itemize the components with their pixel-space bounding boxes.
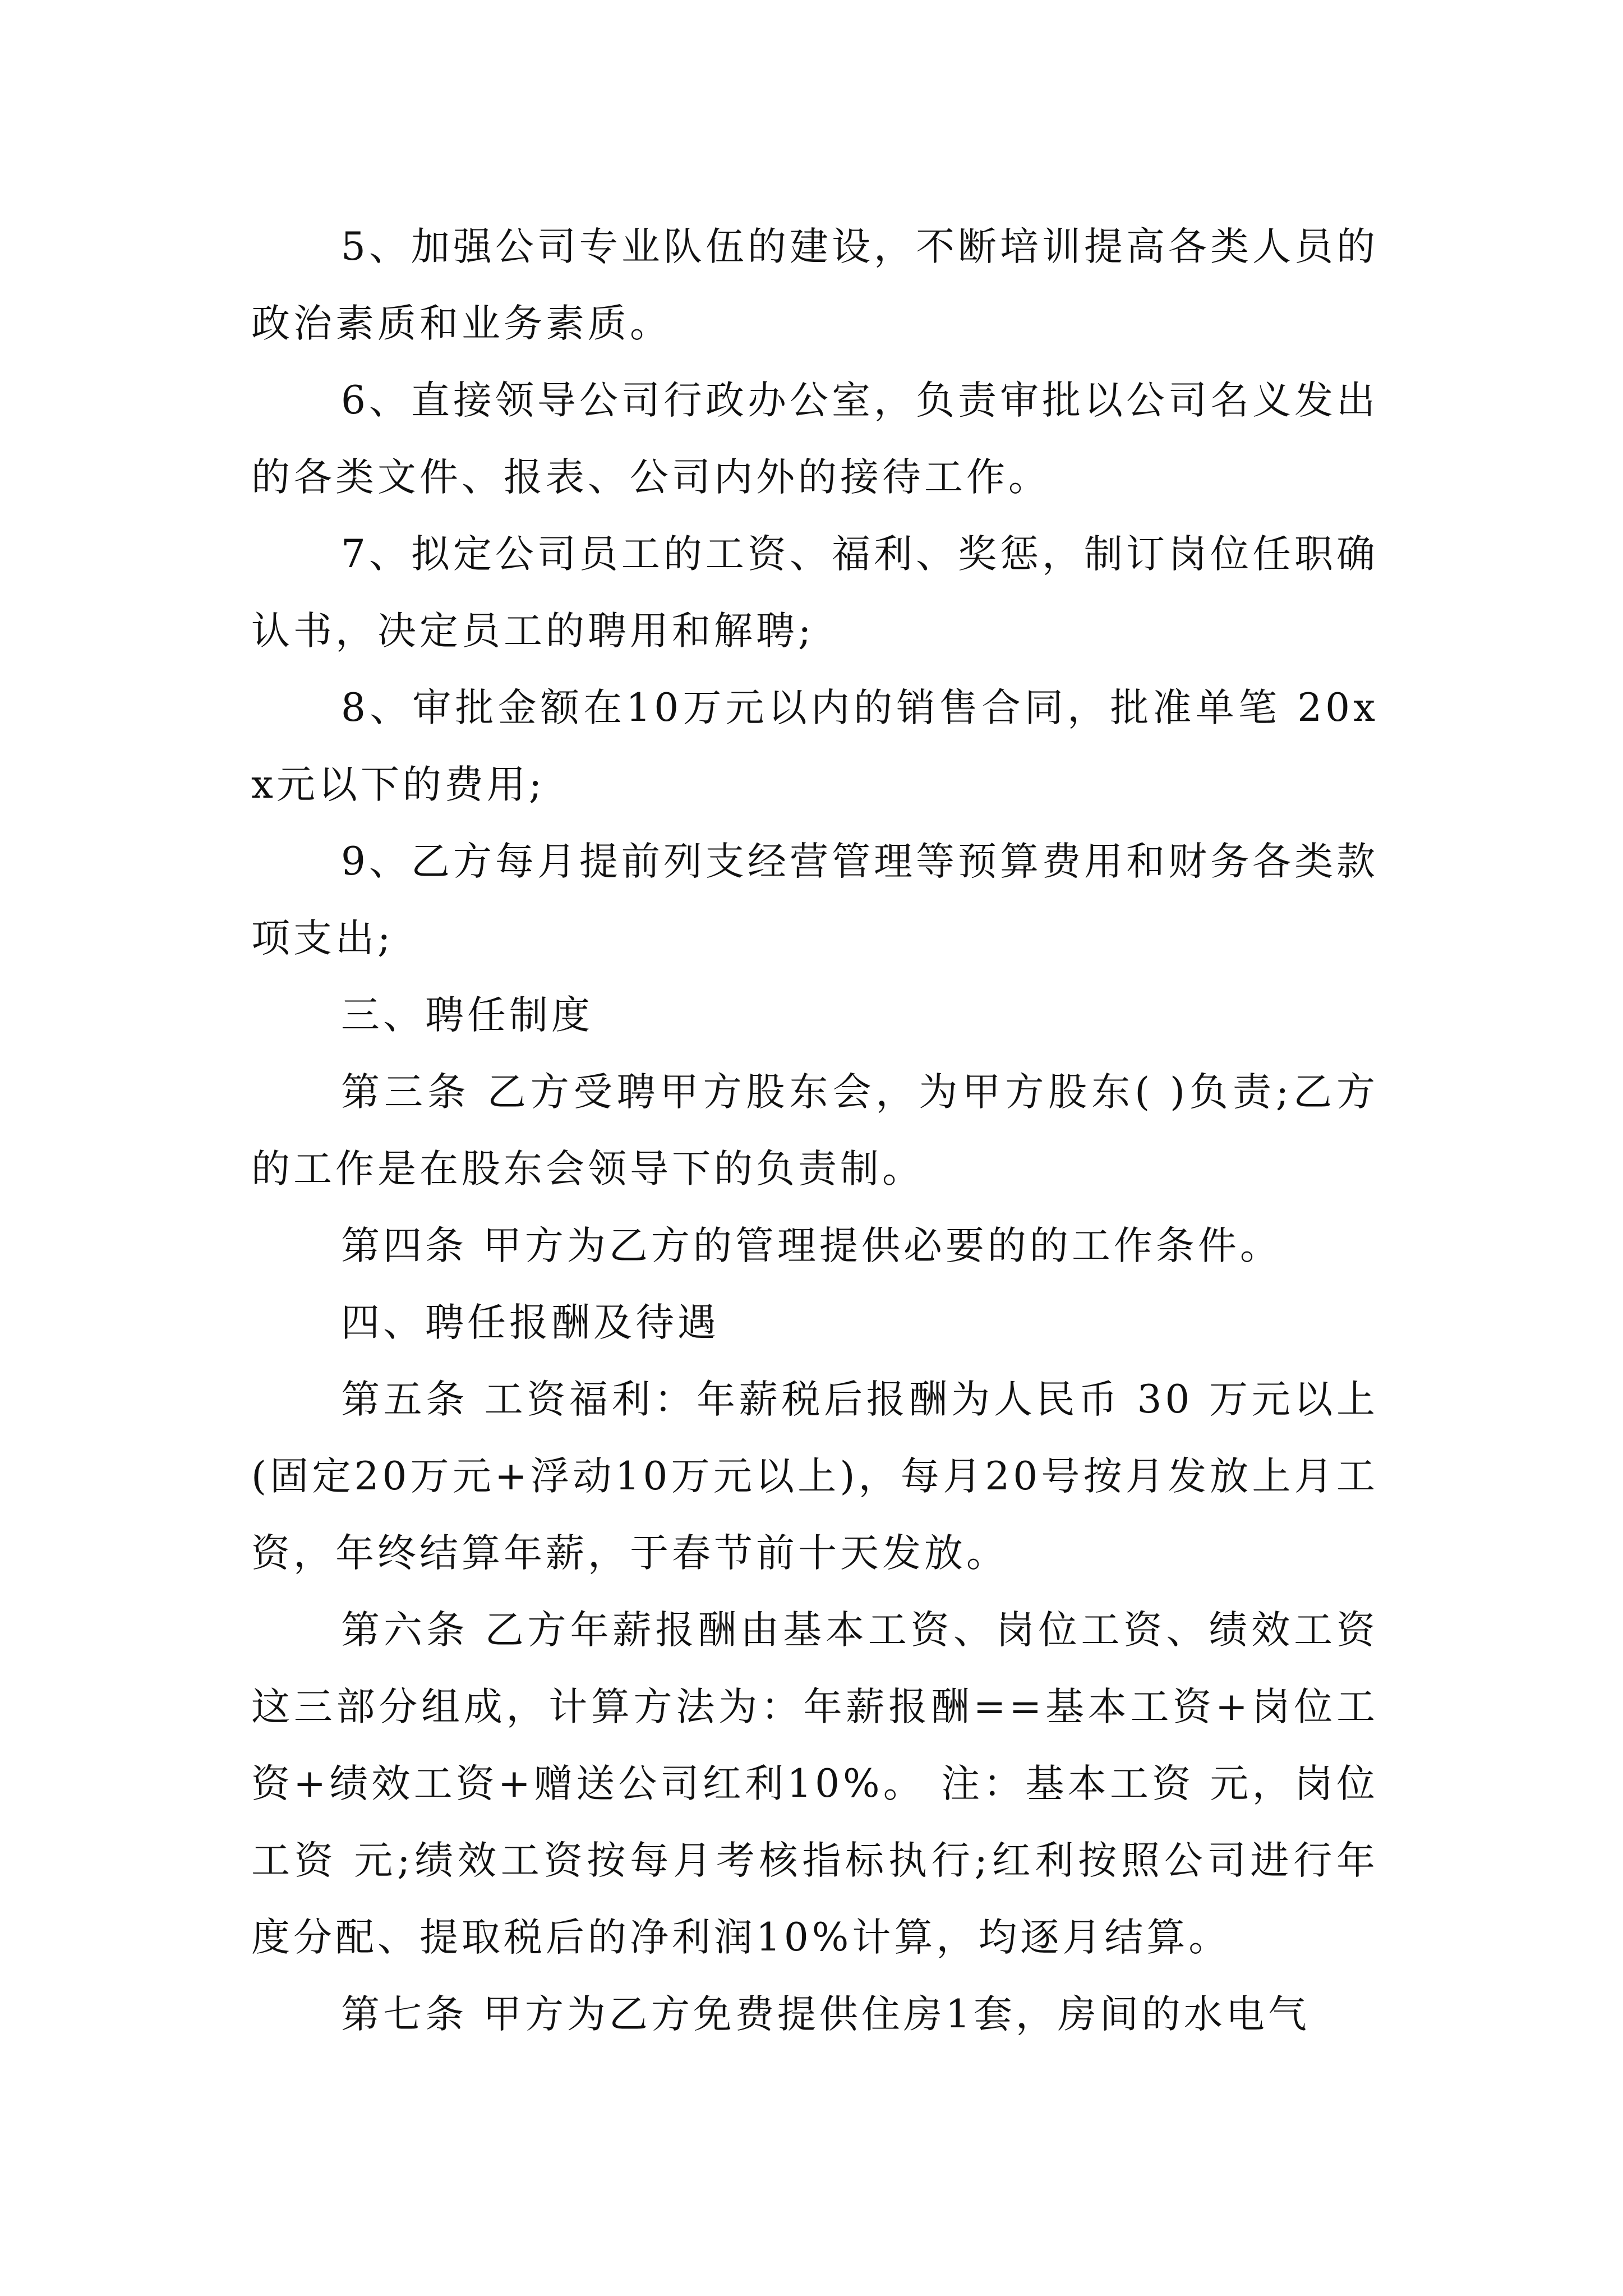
section-heading-compensation: 四、聘任报酬及待遇 — [341, 1300, 720, 1345]
section-heading-appointment-system: 三、聘任制度 — [341, 993, 593, 1038]
paragraph-item-5: 5、加强公司专业队伍的建设，不断培训提高各类人员的政治素质和业务素质。 — [251, 224, 1378, 346]
article-3: 第三条 乙方受聘甲方股东会，为甲方股东( )负责;乙方的工作是在股东会领导下的负责制。 — [251, 1070, 1378, 1191]
paragraph-item-6: 6、直接领导公司行政办公室，负责审批以公司名义发出的各类文件、报表、公司内外的接待工作。 — [251, 378, 1378, 500]
article-4: 第四条 甲方为乙方的管理提供必要的的工作条件。 — [341, 1223, 1282, 1268]
paragraph-item-8: 8、审批金额在10万元以内的销售合同，批准单笔 20xx元以下的费用; — [251, 685, 1378, 807]
paragraph-item-7: 7、拟定公司员工的工资、福利、奖惩，制订岗位任职确认书，决定员工的聘用和解聘; — [251, 532, 1378, 654]
article-7: 第七条 甲方为乙方免费提供住房1套，房间的水电气 — [341, 1992, 1310, 2037]
article-5: 第五条 工资福利：年薪税后报酬为人民币 30 万元以上(固定20万元+浮动10万元以上)，每月20号按月发放上月工资，年终结算年薪，于春节前十天发放。 — [251, 1377, 1378, 1576]
paragraph-item-9: 9、乙方每月提前列支经营管理等预算费用和财务各类款项支出; — [251, 839, 1378, 961]
document-body — [251, 209, 1378, 2053]
article-6: 第六条 乙方年薪报酬由基本工资、岗位工资、绩效工资这三部分组成，计算方法为：年薪报酬==基本工资+岗位工资+绩效工资+赠送公司红利10%。 注：基本工资 元，岗位工资 元;绩效工资按每月考核指标执行;红利按照公司进行年度分配、提取税后的净利润10%计算，均逐月结算。 — [251, 1608, 1378, 1960]
